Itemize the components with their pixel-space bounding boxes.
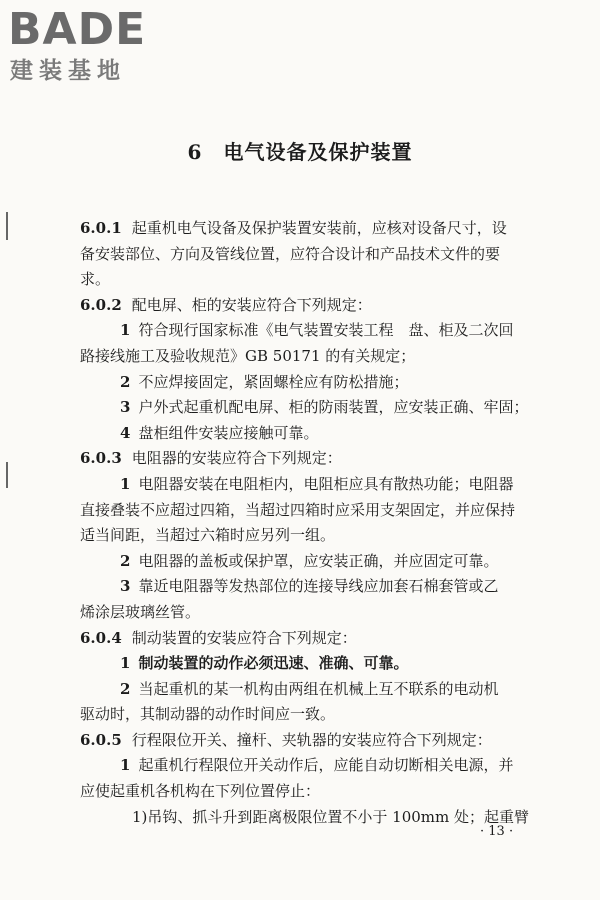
- item-line: [80, 318, 532, 344]
- clause-text: 制动装置的安装应符合下列规定：: [131, 628, 357, 647]
- item-number: 1: [120, 756, 131, 775]
- item-line: [80, 753, 532, 779]
- item-line-mandatory: [80, 651, 532, 677]
- item-number: 1: [120, 654, 131, 673]
- item-number: 3: [120, 398, 131, 417]
- sub-item-line: 1)吊钩、抓斗升到距离极限位置不小于 100mm 处；起重臂: [132, 807, 530, 826]
- clause-text: 配电屏、柜的安装应符合下列规定：: [131, 295, 372, 314]
- item-text: 当起重机的某一机构由两组在机械上互不联系的电动机: [138, 679, 499, 698]
- item-text: 盘柜组件安装应接触可靠。: [138, 423, 319, 442]
- item-line: [80, 421, 532, 447]
- item-line: [80, 472, 532, 498]
- clause-6-0-3: [80, 446, 532, 472]
- item-number: 2: [120, 551, 131, 570]
- clause-text: 行程限位开关、撞杆、夹轨器的安装应符合下列规定：: [131, 730, 492, 749]
- binding-mark: [6, 212, 8, 240]
- logo-subtitle: 建装基地: [10, 58, 126, 84]
- binding-mark: [6, 462, 8, 488]
- item-text: 户外式起重机配电屏、柜的防雨装置，应安装正确、牢固；: [138, 398, 529, 417]
- text-line: 烯涂层玻璃丝管。: [80, 602, 201, 621]
- item-number: 3: [120, 577, 131, 596]
- clause-text: 起重机电气设备及保护装置安装前，应核对设备尺寸，设: [131, 219, 507, 237]
- chapter-title: 6 电气设备及保护装置: [187, 140, 413, 164]
- text-line: 适当间距，当超过六箱时应另列一组。: [80, 526, 336, 545]
- item-line: [80, 395, 532, 421]
- document-body: [80, 216, 532, 830]
- item-text: 不应焊接固定，紧固螺栓应有防松措施；: [138, 372, 409, 391]
- item-text: 起重机行程限位开关动作后，应能自动切断相关电源，并: [138, 756, 514, 775]
- text-line: 备安装部位、方向及管线位置，应符合设计和产品技术文件的要: [80, 244, 501, 263]
- item-number: 4: [120, 423, 131, 442]
- clause-6-0-5: [80, 728, 532, 754]
- clause-number: 6.0.2: [80, 295, 122, 314]
- item-number: 1: [120, 474, 131, 493]
- logo-wordmark: BADE: [8, 4, 147, 55]
- item-line: [80, 574, 532, 600]
- item-text: 制动装置的动作必须迅速、准确、可靠。: [138, 654, 409, 673]
- item-number: 2: [120, 679, 131, 698]
- clause-6-0-1: [80, 216, 532, 242]
- item-line: [80, 677, 532, 703]
- item-text: 靠近电阻器等发热部位的连接导线应加套石棉套管或乙: [138, 577, 499, 596]
- clause-number: 6.0.3: [80, 449, 122, 468]
- clause-6-0-2: [80, 293, 532, 319]
- item-text: 电阻器安装在电阻柜内，电阻柜应具有散热功能；电阻器: [138, 474, 514, 493]
- clause-number: 6.0.1: [80, 219, 122, 237]
- item-number: 2: [120, 372, 131, 391]
- item-line: [80, 549, 532, 575]
- item-text: 电阻器的盖板或保护罩，应安装正确，并应固定可靠。: [138, 551, 499, 570]
- text-line: 路接线施工及验收规范》GB 50171 的有关规定；: [80, 346, 416, 365]
- item-number: 1: [120, 321, 131, 340]
- clause-6-0-4: [80, 626, 532, 652]
- item-text: 符合现行国家标准《电气装置安装工程 盘、柜及二次回: [138, 321, 514, 340]
- page-number: · 13 ·: [480, 824, 514, 839]
- text-line: 驱动时，其制动器的动作时间应一致。: [80, 705, 336, 724]
- item-line: [80, 370, 532, 396]
- text-line: 应使起重机各机构在下列位置停止：: [80, 782, 321, 801]
- clause-text: 电阻器的安装应符合下列规定：: [131, 449, 342, 468]
- clause-number: 6.0.4: [80, 628, 122, 647]
- clause-number: 6.0.5: [80, 730, 122, 749]
- text-line: 直接叠装不应超过四箱，当超过四箱时应采用支架固定，并应保持: [80, 500, 516, 519]
- bade-logo: [8, 4, 146, 86]
- text-line: 求。: [80, 270, 111, 289]
